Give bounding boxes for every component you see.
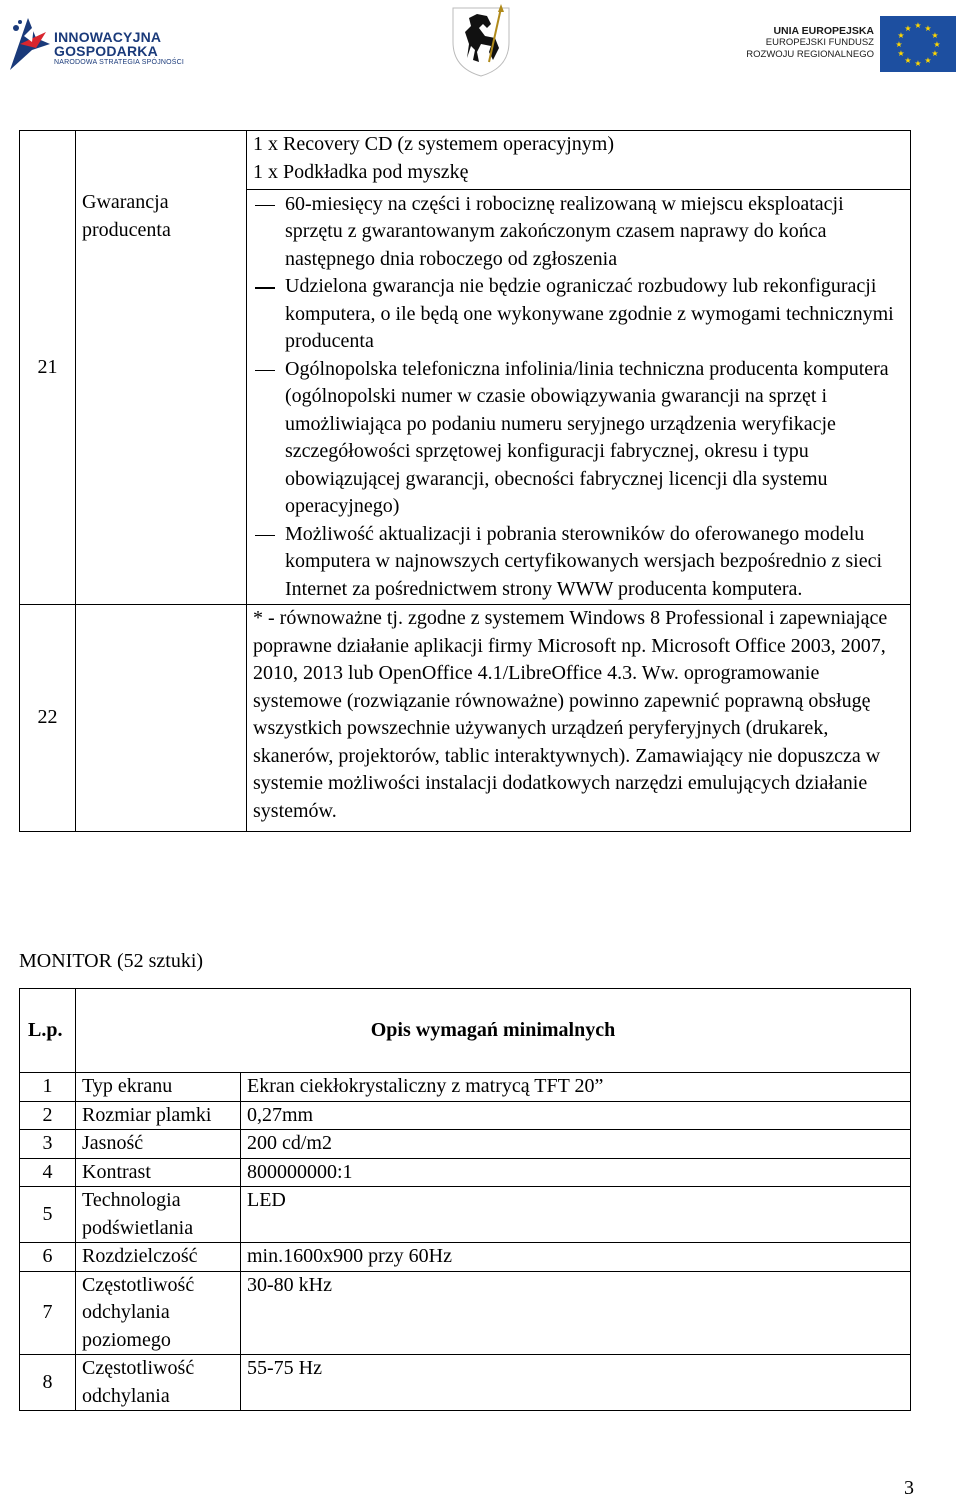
logo-left-line3: NARODOWA STRATEGIA SPÓJNOŚCI — [54, 59, 185, 66]
eu-flag-icon — [880, 16, 956, 72]
table-row — [20, 1101, 911, 1130]
monitor-rows — [20, 1073, 911, 1411]
table-row — [20, 1187, 911, 1243]
innowacyjna-gospodarka-emblem-icon — [6, 14, 54, 76]
spec-name: Rozmiar plamki — [76, 1101, 241, 1130]
svg-text:★: ★ — [924, 24, 932, 33]
svg-text:★: ★ — [904, 24, 912, 33]
svg-text:★: ★ — [897, 31, 905, 40]
svg-text:★: ★ — [924, 56, 932, 65]
table-row — [20, 1158, 911, 1187]
logo-left-line1: INNOWACYJNA — [54, 29, 162, 45]
row-number: 3 — [20, 1130, 76, 1159]
section-title: MONITOR (52 sztuki) — [19, 950, 204, 972]
continuation-line: 1 x Podkładka pod myszkę — [253, 160, 469, 183]
logo-right-line1: UNIA EUROPEJSKA — [773, 25, 874, 37]
row-number: 21 — [20, 131, 76, 605]
specification-table-monitor — [19, 988, 911, 1411]
empty-cell — [76, 605, 247, 832]
specification-table-computer — [19, 130, 911, 832]
svg-text:★: ★ — [904, 56, 912, 65]
header-logos — [0, 0, 960, 90]
eu-logo — [748, 16, 960, 72]
table-row — [20, 131, 911, 190]
row-number: 6 — [20, 1243, 76, 1272]
spec-value: 800000000:1 — [241, 1158, 911, 1187]
header-lp: L.p. — [20, 989, 76, 1073]
table-row — [20, 1243, 911, 1272]
list-item: Możliwość aktualizacji i pobrania sterowników do oferowanego modelu komputera w najnowszych certyfikowanych wersjach bezpośrednio z sieci Internet za pośrednictwem strony WWW producenta komputera. — [285, 521, 904, 604]
svg-text:★: ★ — [931, 31, 939, 40]
horse-crest-icon — [447, 2, 515, 78]
table-row — [20, 1355, 911, 1411]
svg-text:★: ★ — [914, 21, 922, 30]
svg-text:★: ★ — [897, 49, 905, 58]
spec-value: 200 cd/m2 — [241, 1130, 911, 1159]
spec-value: 0,27mm — [241, 1101, 911, 1130]
row-number: 5 — [20, 1187, 76, 1243]
horse-crest-logo — [447, 2, 515, 78]
row-number: 7 — [20, 1271, 76, 1355]
spec-name: Kontrast — [76, 1158, 241, 1187]
svg-text:★: ★ — [895, 40, 903, 49]
logo-left-line2: GOSPODARKA — [54, 43, 158, 59]
svg-text:★: ★ — [933, 40, 941, 49]
spec-name: Częstotliwość odchylania poziomego — [76, 1271, 241, 1355]
table-row — [20, 1073, 911, 1102]
spec-name: Częstotliwość odchylania — [76, 1355, 241, 1411]
spec-value: Ekran ciekłokrystaliczny z matrycą TFT 20” — [241, 1073, 911, 1102]
spec-name: Rozdzielczość — [76, 1243, 241, 1272]
header-description: Opis wymagań minimalnych — [76, 989, 911, 1073]
table-row — [20, 1271, 911, 1355]
row-description: * - równoważne tj. zgodne z systemem Windows 8 Professional i zapewniające poprawne działanie aplikacji firmy Microsoft np. Microsoft Office 2003, 2007, 2010, 2013 lub OpenOffice 4.1/LibreOffice 4.3. Ww. oprogramowanie systemowe (rozwiązanie równoważne) powinno zapewnić poprawną obsługę wszystkich powszechnie używanych urządzeń peryferyjnych (drukarek, skanerów, projektorów, tablic interaktywnych). Zamawiający nie dopuszcza w systemie możliwości instalacji dodatkowych narzędzi emulujących działanie systemów. — [247, 605, 911, 832]
logo-right-line3: ROZWOJU REGIONALNEGO — [746, 49, 874, 60]
table-header-row — [20, 989, 911, 1073]
empty-cell — [76, 131, 247, 190]
spec-value: 55-75 Hz — [241, 1355, 911, 1411]
row-number: 1 — [20, 1073, 76, 1102]
row-number: 8 — [20, 1355, 76, 1411]
list-item: Ogólnopolska telefoniczna infolinia/linia techniczna producenta komputera (ogólnopolski numer w czasie obowiązywania gwarancji na sprzęt i umożliwiająca po podaniu numeru seryjnego urządzenia weryfikacje szczegółowości sprzętowej konfiguracji fabrycznej, okresu i typu obowiązującej gwarancji, obecności fabrycznej licencji dla systemu operacyjnego) — [285, 356, 904, 521]
table-row — [20, 189, 911, 605]
spec-value: LED — [241, 1187, 911, 1243]
list-item: Udzielona gwarancja nie będzie ograniczać rozbudowy lub rekonfiguracji komputera, o ile będą one wykonywane zgodnie z wymogami technicznymi producenta — [285, 273, 904, 356]
row-number: 4 — [20, 1158, 76, 1187]
table-row — [20, 1130, 911, 1159]
list-item: 60-miesięcy na części i robociznę realizowaną w miejscu eksploatacji sprzętu z gwarantowanym zakończonym czasem naprawy do końca następnego dnia roboczego od zgłoszenia — [285, 191, 904, 274]
row-description — [247, 189, 911, 605]
continuation-line: 1 x Recovery CD (z systemem operacyjnym) — [253, 133, 615, 155]
spec-name: Typ ekranu — [76, 1073, 241, 1102]
spec-name: Jasność — [76, 1130, 241, 1159]
svg-text:★: ★ — [914, 59, 922, 68]
spec-value: min.1600x900 przy 60Hz — [241, 1243, 911, 1272]
row-name: Gwarancja producenta — [76, 189, 247, 605]
svg-text:★: ★ — [931, 49, 939, 58]
spec-value: 30-80 kHz — [241, 1271, 911, 1355]
row-number: 22 — [20, 605, 76, 832]
logo-right-line2: EUROPEJSKI FUNDUSZ — [765, 37, 874, 48]
spec-name: Technologia podświetlania — [76, 1187, 241, 1243]
table-row — [20, 605, 911, 832]
page-number: 3 — [904, 1477, 914, 1499]
row-number: 2 — [20, 1101, 76, 1130]
innowacyjna-gospodarka-logo — [6, 14, 191, 76]
row-continuation — [247, 131, 911, 190]
warranty-list — [253, 191, 904, 604]
